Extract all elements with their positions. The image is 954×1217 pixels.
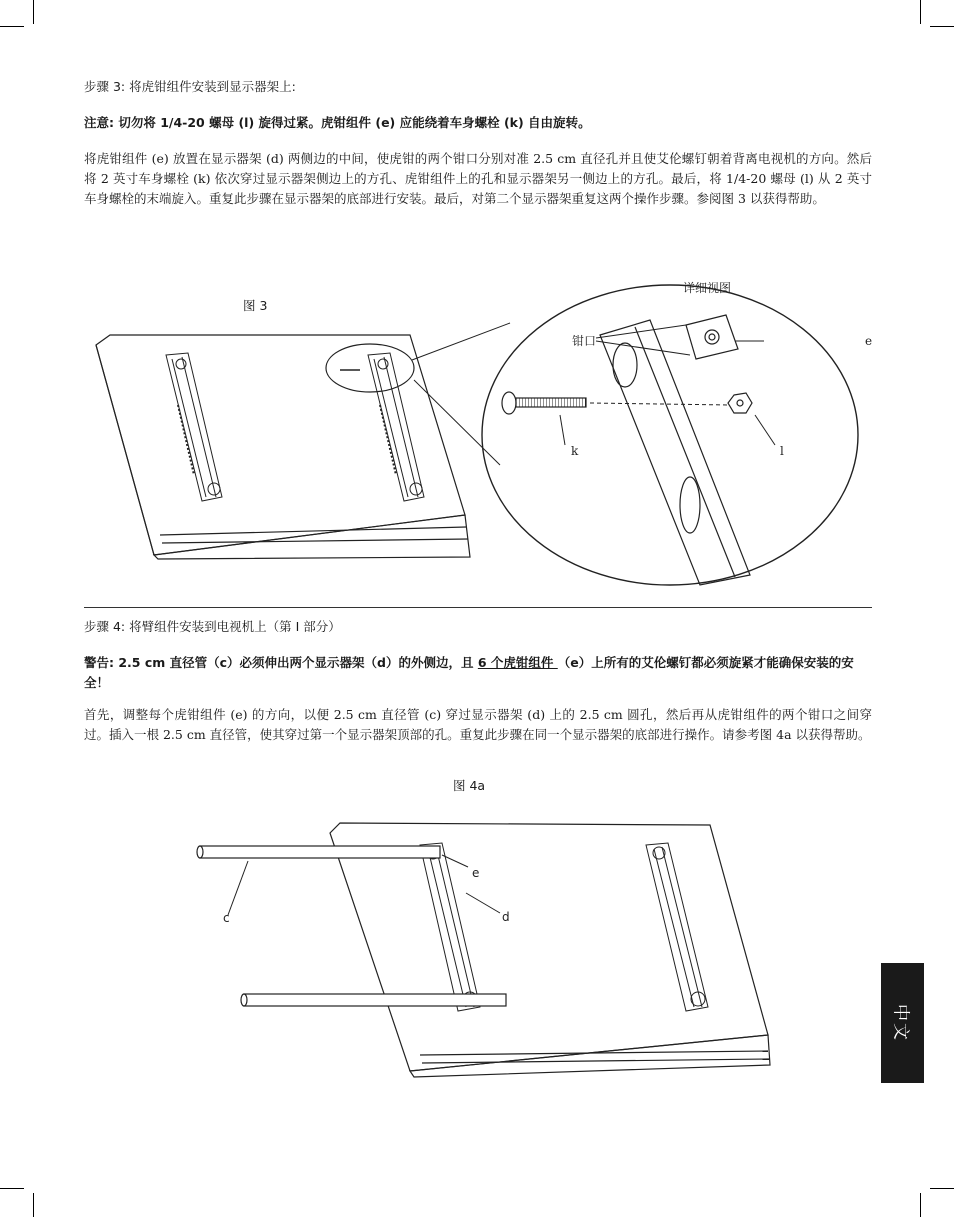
language-tab-label: 中文 xyxy=(890,1004,910,1042)
figure4a-illustration xyxy=(190,815,780,1085)
nut-l xyxy=(728,393,752,413)
step3-heading: 步骤 3: 将虎钳组件安装到显示器架上: xyxy=(84,79,296,94)
crop-mark xyxy=(0,26,24,27)
crop-mark xyxy=(930,26,954,27)
label-c: c xyxy=(223,911,230,925)
label-k: k xyxy=(571,444,579,458)
section-divider xyxy=(84,607,872,608)
bracket-left-4a xyxy=(420,843,480,1011)
label-d: d xyxy=(502,910,510,924)
detail-view-title: 详细视图 xyxy=(683,281,732,295)
bracket-right xyxy=(368,353,424,501)
crop-mark xyxy=(920,0,921,24)
crop-mark xyxy=(930,1188,954,1189)
crop-mark xyxy=(920,1193,921,1217)
bracket-left xyxy=(166,353,222,501)
label-jaw: 钳口 xyxy=(572,334,597,348)
step3-note: 注意: 切勿将 1/4-20 螺母 (l) 旋得过紧。虎钳组件 (e) 应能绕着车身螺栓 (k) 自由旋转。 xyxy=(84,115,591,130)
bracket-right-4a xyxy=(646,843,708,1011)
warning-text-end: （e）上所有的艾伦螺钉都必须旋紧才能确保安装的安全！ xyxy=(84,655,854,690)
monitor-panel-4a xyxy=(330,823,770,1077)
carriage-bolt-k xyxy=(502,392,586,414)
crop-mark xyxy=(0,1188,24,1189)
label-e-4a: e xyxy=(472,866,480,880)
label-l: l xyxy=(780,444,784,458)
label-e: e xyxy=(865,334,873,348)
step4-body: 首先，调整每个虎钳组件 (e) 的方向，以便 2.5 cm 直径管 (c) 穿过显示器架 (d) 上的 2.5 cm 圆孔，然后再从虎钳组件的两个钳口之间穿过。插入一根 2.5 cm 直径管，使其穿过第一个显示器架顶部的孔。重复此步骤在同一个显示器架的底部进行操作。请参考图 4a 以获得帮助。 xyxy=(84,707,872,742)
figure3-illustration xyxy=(90,275,880,595)
warning-underlined-text: 6 个虎钳组件 xyxy=(477,655,558,670)
step3-body: 将虎钳组件 (e) 放置在显示器架 (d) 两侧边的中间，使虎钳的两个钳口分别对准 2.5 cm 直径孔并且使艾伦螺钉朝着背离电视机的方向。然后将 2 英寸车身螺栓 (k) 依次穿过显示器架侧边上的方孔、虎钳组件上的孔和显示器架另一侧边上的方孔。最后，将 1/4-20 螺母 (l) 从 2 英寸车身螺栓的末端旋入。重复此步骤在显示器架的底部进行安装。最后，对第二个显示器架重复这两个操作步骤。参阅图 3 以获得帮助。 xyxy=(84,151,872,206)
figure4a-caption: 图 4a xyxy=(453,778,486,793)
crop-mark xyxy=(33,1193,34,1217)
step4-heading: 步骤 4: 将臂组件安装到电视机上（第 I 部分） xyxy=(84,619,341,634)
tube-c-bottom xyxy=(241,994,506,1006)
vise-block xyxy=(686,315,738,359)
detail-callout-small xyxy=(326,344,414,392)
step4-warning xyxy=(84,653,872,693)
tube-c-top xyxy=(197,846,440,858)
language-tab xyxy=(881,963,924,1083)
figure3-caption: 图 3 xyxy=(243,298,268,313)
detail-view-ellipse xyxy=(482,285,858,585)
crop-mark xyxy=(33,0,34,24)
detail-bracket xyxy=(600,320,750,585)
warning-text: 警告: 2.5 cm 直径管（c）必须伸出两个显示器架（d）的外侧边，且 xyxy=(84,655,478,670)
